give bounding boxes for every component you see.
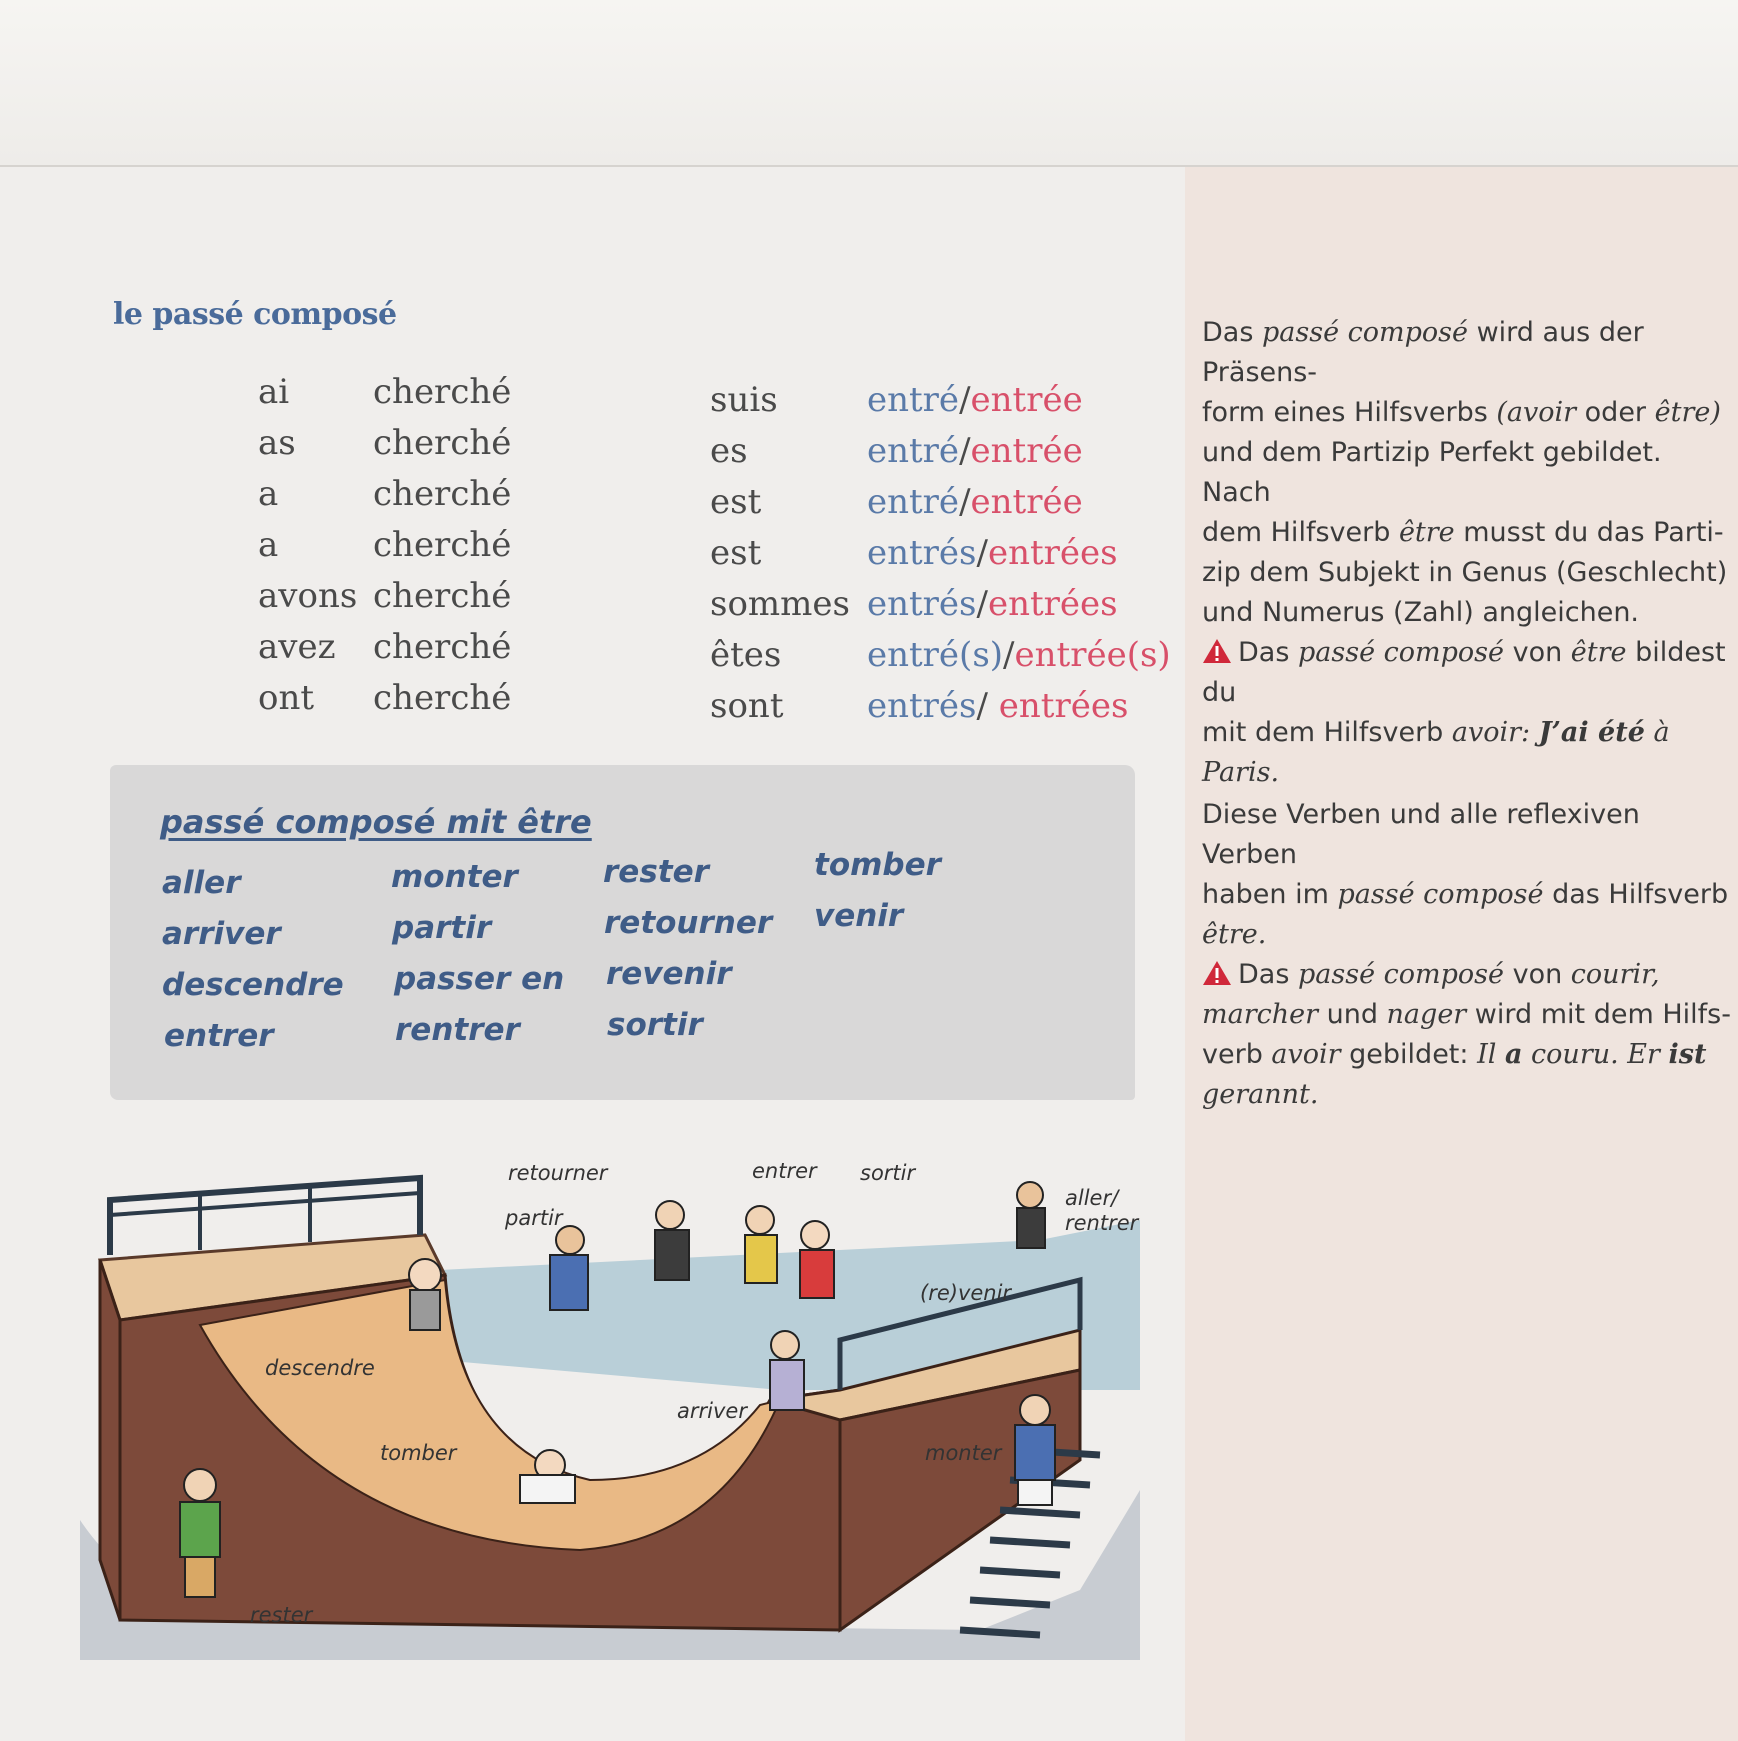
participle: cherché	[373, 525, 512, 565]
participle: entré/entrée	[867, 380, 1083, 420]
verb-item: passer en	[394, 961, 565, 997]
participle: entrés/entrées	[867, 584, 1118, 624]
label-partir: partir	[505, 1206, 563, 1230]
participle: entrés/ entrées	[867, 686, 1129, 726]
avoir-conjugation-table	[0, 367, 520, 727]
auxiliary: es	[710, 431, 748, 471]
warning-icon	[1202, 960, 1232, 986]
participle: entrés/entrées	[867, 533, 1118, 573]
participle: cherché	[373, 576, 512, 616]
label-monter: monter	[925, 1441, 1002, 1465]
label-entrer: entrer	[752, 1160, 817, 1183]
verb-item: sortir	[607, 1007, 703, 1043]
label-arriver: arriver	[677, 1399, 747, 1423]
auxiliary: avez	[258, 627, 336, 667]
verb-item: rentrer	[395, 1012, 520, 1048]
auxiliary: as	[258, 423, 296, 463]
participle: cherché	[373, 423, 512, 463]
auxiliary: a	[258, 525, 279, 565]
etre-conjugation-table	[520, 375, 1171, 735]
label-revenir: (re)venir	[920, 1281, 1012, 1305]
auxiliary: sommes	[710, 584, 850, 624]
verb-item: descendre	[162, 967, 344, 1003]
auxiliary: suis	[710, 380, 778, 420]
verb-item: aller	[162, 865, 241, 901]
label-tomber: tomber	[380, 1441, 457, 1465]
auxiliary: ont	[258, 678, 315, 718]
label-rester: rester	[250, 1603, 313, 1627]
participle: entré/entrée	[867, 431, 1083, 471]
label-descendre: descendre	[265, 1356, 375, 1380]
grammar-note-formation: Das passé composé wird aus der Präsens- form eines Hilfsverbs (avoir oder être) und dem Partizip Perfekt gebildet. Nach dem Hilfsverb être musst du das Parti- zip dem Subjekt in Genus (Geschlecht) und Numerus (Zahl) angleichen. Das passé composé von être bildest du mit dem Hilfsverb avoir: J’ai été à Paris.	[1202, 317, 1728, 788]
box-title: passé composé mit être	[160, 803, 592, 841]
auxiliary: est	[710, 482, 762, 522]
auxiliary: avons	[258, 576, 358, 616]
participle: entré/entrée	[867, 482, 1083, 522]
verb-item: retourner	[604, 905, 773, 941]
participle: cherché	[373, 372, 512, 412]
participle: cherché	[373, 474, 512, 514]
verb-item: revenir	[606, 956, 732, 992]
auxiliary: a	[258, 474, 279, 514]
label-sortir: sortir	[860, 1161, 916, 1185]
verb-item: monter	[391, 859, 518, 895]
verb-item: entrer	[164, 1018, 274, 1054]
etre-verbs-box	[110, 765, 1135, 1100]
auxiliary: ai	[258, 372, 290, 412]
warning-icon	[1202, 638, 1232, 664]
auxiliary: êtes	[710, 635, 782, 675]
label-rentrer: rentrer	[1065, 1211, 1139, 1235]
background-wall	[0, 0, 1738, 165]
verb-item: rester	[603, 854, 709, 890]
auxiliary: est	[710, 533, 762, 573]
label-aller: aller/	[1065, 1186, 1119, 1210]
verb-item: tomber	[814, 847, 941, 883]
ramp-side	[100, 1260, 120, 1620]
label-retourner: retourner	[508, 1161, 608, 1185]
grammar-note-etre-verbs: Diese Verben und alle reflexiven Verben haben im passé composé das Hilfsverb être. Das passé composé von courir, marcher und nager wird mit dem Hilfs- verb avoir gebildet: Il a couru. Er ist gerannt.	[1202, 799, 1731, 1110]
section-title: le passé composé	[113, 297, 397, 332]
auxiliary: sont	[710, 686, 784, 726]
verb-item: arriver	[162, 916, 281, 952]
participle: entré(s)/entrée(s)	[867, 635, 1171, 675]
skatepark-illustration	[80, 1160, 1140, 1660]
verb-item: partir	[392, 910, 492, 946]
participle: cherché	[373, 678, 512, 718]
verb-item: venir	[814, 898, 904, 934]
participle: cherché	[373, 627, 512, 667]
